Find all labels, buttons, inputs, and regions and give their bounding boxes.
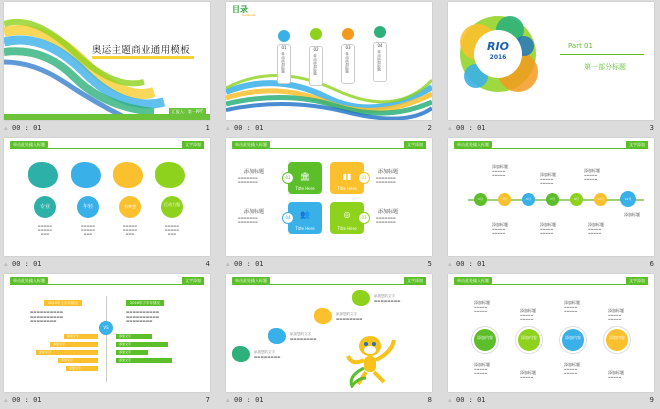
slide-header-tag: 文字添加 [626,277,648,284]
right-badge: 2016年下半年情况 [126,300,164,306]
slide-8-meta [222,394,436,407]
text-heading: 添加标题 [244,209,265,215]
trait-badge-2: 年轻 [77,196,99,218]
part-title: 第一部分标题 [584,63,626,71]
chart-icon: ▮▮ [342,172,352,181]
trait-desc: ▬▬▬▬▬ ▬▬▬▬▬ ▬▬▬ [122,224,138,236]
slide-time: 00 : 01 [12,260,42,268]
ring-text: ▬▬▬▬▬ [608,375,622,379]
slide-4-meta [0,258,214,271]
step-text: 添加您的文字 ▬▬▬▬▬▬▬▬ [290,332,317,341]
timeline-heading: 添加标题 [540,222,556,227]
trait-desc: ▬▬▬▬▬ ▬▬▬▬▬ ▬▬▬ [80,224,96,236]
slide-6-meta [444,258,658,271]
left-bar: 添加文字 [58,358,98,363]
paint-splash-icon [268,328,286,344]
right-body: ▬▬▬▬▬▬▬▬▬▬ ▬▬▬▬▬▬▬▬▬▬ ▬▬▬▬▬▬▬▬ [126,310,160,323]
tile-number: 01 [282,172,294,184]
slide-9-canvas[interactable] [448,274,654,392]
transition-star-icon: ☆ [226,125,230,132]
tile-number: 04 [282,212,294,224]
timeline-text: ▬▬▬▬▬ ▬▬▬▬▬ [540,227,554,235]
item-number: 01 [281,45,287,50]
contents-item-2[interactable] [309,46,323,86]
transition-star-icon: ☆ [4,397,8,404]
timeline-heading: 添加标题 [588,222,604,227]
header-rule [10,284,204,285]
left-badge: 2016年上半年情况 [44,300,82,306]
content-ring: 添加内容 [474,329,496,351]
right-bar: 添加文字 [116,350,148,355]
slide-number: 1 [205,124,210,132]
transition-star-icon: ☆ [226,397,230,404]
slide-header-tag: 文字添加 [182,141,204,148]
rio-logo-year: 2016 [489,54,507,61]
item-number: 04 [377,43,383,48]
slide-thumbnail-3[interactable] [444,0,658,136]
bank-icon: 🏛 [299,172,311,181]
slide-time: 00 : 01 [12,396,42,404]
header-rule [454,148,648,149]
slide-3-canvas[interactable] [448,2,654,120]
slide-header: 单击此处输入标题 [232,277,270,284]
tile-label: Title Here [295,226,315,231]
slide-5-meta [222,258,436,271]
slide-thumbnail-8[interactable] [222,272,436,408]
item-label: 单击添加标题 [281,52,286,73]
timeline-node: 7月 [546,193,559,206]
slide-number: 9 [649,396,654,404]
rio-splash-logo [448,2,654,120]
contents-item-3[interactable] [341,44,355,84]
slide-thumbnail-7[interactable] [0,272,214,408]
ring-text: ▬▬▬▬▬ ▬▬▬▬▬ [520,313,534,321]
text-heading: 添加标题 [378,169,399,175]
slide-time: 00 : 01 [234,124,264,132]
header-rule [232,148,426,149]
contents-title: 目录 [232,5,248,14]
transition-star-icon: ☆ [448,125,452,132]
right-bar: 添加文字 [116,342,168,347]
item-number: 03 [345,45,351,50]
trait-desc: ▬▬▬▬▬ ▬▬▬▬▬ ▬▬▬ [164,224,180,236]
tile-number: 02 [358,172,370,184]
camera-icon: ◎ [343,210,351,219]
paint-splash-icon [314,308,332,324]
slide-time: 00 : 01 [456,260,486,268]
slide-number: 8 [427,396,432,404]
ribbon-wave-art [226,2,432,120]
timeline-text: ▬▬▬▬▬ ▬▬▬▬▬ [540,177,554,185]
step-text: 添加您的文字 ▬▬▬▬▬▬▬▬ [336,312,363,321]
paint-splash-icon [352,290,370,306]
body-text: ▬▬▬▬▬▬▬ ▬▬▬▬▬▬▬ [238,176,258,184]
slide-thumbnail-6[interactable] [444,136,658,272]
title-underline [92,56,194,59]
compare-divider [106,296,107,382]
transition-star-icon: ☆ [448,397,452,404]
ring-heading: 添加标题 [520,308,536,313]
running-icon [71,162,101,188]
content-ring: 添加内容 [606,329,628,351]
timeline-heading: 添加标题 [492,222,508,227]
ring-heading: 添加标题 [608,370,624,375]
slide-header-tag: 文字添加 [626,141,648,148]
timeline-text: ▬▬▬▬▬ ▬▬▬▬▬ [492,227,506,235]
slide-time: 00 : 01 [234,260,264,268]
contents-item-1[interactable] [277,44,291,84]
slide-7-canvas[interactable] [4,274,210,392]
right-bar: 添加文字 [116,358,172,363]
part-divider [560,54,644,55]
step-text: 添加您的文字 ▬▬▬▬▬▬▬▬ [254,350,281,359]
slide-header-tag: 文字添加 [182,277,204,284]
ring-heading: 添加标题 [474,300,490,305]
body-text: ▬▬▬▬▬▬▬ ▬▬▬▬▬▬▬ [376,176,396,184]
trait-badge-3: 有梦想 [119,196,141,218]
transition-star-icon: ☆ [226,261,230,268]
slide-number: 7 [205,396,210,404]
slide-thumbnail-9[interactable] [444,272,658,408]
body-text: ▬▬▬▬▬▬▬ ▬▬▬▬▬▬▬ [376,216,396,224]
transition-star-icon: ☆ [4,125,8,132]
transition-star-icon: ☆ [448,261,452,268]
presenter-label: 汇报人：第一PPT [169,108,206,116]
trait-badge-1: 专业 [34,196,56,218]
slide-header-tag: 文字添加 [404,277,426,284]
slide-header: 单击此处输入标题 [454,277,492,284]
slide-number: 4 [205,260,210,268]
slide-header: 单击此处输入标题 [10,277,48,284]
timeline-text: ▬▬▬▬▬ ▬▬▬▬▬ [584,173,598,181]
step-heading: 添加您的文字 [336,312,357,316]
pingpong-icon [155,162,185,188]
slide-7-meta [0,394,214,407]
header-rule [454,284,648,285]
timeline-node: 11月 [594,193,607,206]
item-label: 单击添加标题 [345,52,350,73]
timeline-node: 1月 [474,193,487,206]
slide-5-canvas[interactable] [226,138,432,256]
slide-header-tag: 文字添加 [404,141,426,148]
timeline-heading: 添加标题 [624,212,640,217]
ring-heading: 添加标题 [564,362,580,367]
slide-number: 3 [649,124,654,132]
timeline-heading: 添加标题 [492,164,508,169]
slide-thumbnail-2[interactable] [222,0,436,136]
step-text: 添加您的文字 ▬▬▬▬▬▬▬▬ [374,294,401,303]
brush-strokes-art [4,2,210,120]
slide-6-canvas[interactable] [448,138,654,256]
slide-header: 单击此处输入标题 [454,141,492,148]
content-ring: 添加内容 [518,329,540,351]
step-heading: 添加您的文字 [254,350,275,354]
text-heading: 添加标题 [244,169,265,175]
timeline-heading: 添加标题 [540,172,556,177]
ring-text: ▬▬▬▬▬ [520,375,534,379]
slide-time: 00 : 01 [234,396,264,404]
ring-text: ▬▬▬▬▬ ▬▬▬▬▬ [564,305,578,313]
left-bar: 添加文字 [50,342,98,347]
slide-header: 单击此处输入标题 [232,141,270,148]
timeline-text: ▬▬▬▬▬ ▬▬▬▬▬ [588,227,602,235]
slide-time: 00 : 01 [456,396,486,404]
item-label: 单击添加标题 [377,50,382,71]
slide-thumbnail-1[interactable] [0,0,214,136]
ring-heading: 添加标题 [520,370,536,375]
slide-time: 00 : 01 [12,124,42,132]
item-number: 02 [313,47,319,52]
paint-splash-icon [232,346,250,362]
step-heading: 添加您的文字 [374,294,395,298]
timeline-node: 12月 [620,191,636,207]
ring-text: ▬▬▬▬▬ ▬▬▬▬▬ [474,367,488,375]
tile-label: Title Here [295,186,315,191]
tile-label: Title Here [337,226,357,231]
left-bar: 添加文字 [36,350,98,355]
item-label: 单击添加标题 [313,54,318,75]
trait-desc: ▬▬▬▬▬ ▬▬▬▬▬ ▬▬▬ [37,224,53,236]
ring-text: ▬▬▬▬▬ ▬▬▬▬▬ [564,367,578,375]
left-bar: 添加文字 [66,366,98,371]
body-text: ▬▬▬▬▬▬▬ ▬▬▬▬▬▬▬ [238,216,258,224]
text-heading: 添加标题 [378,209,399,215]
content-ring: 添加内容 [562,329,584,351]
ring-heading: 添加标题 [474,362,490,367]
slide-3-meta [444,122,658,135]
people-icon: 👥 [300,210,310,219]
tennis-icon [113,162,143,188]
slide-number: 2 [427,124,432,132]
part-number: Part 01 [568,42,593,50]
contents-item-4[interactable] [373,42,387,82]
slide-2-canvas[interactable] [226,2,432,120]
timeline-heading: 添加标题 [584,168,600,173]
left-bar: 添加文字 [64,334,98,339]
tile-number: 03 [358,212,370,224]
step-heading: 添加您的文字 [290,332,311,336]
timeline-node: 5月 [522,193,535,206]
slide-1-canvas[interactable] [4,2,210,120]
slide-number: 6 [649,260,654,268]
slide-number: 5 [427,260,432,268]
ring-text: ▬▬▬▬▬ ▬▬▬▬▬ [474,305,488,313]
contents-subtitle: Contents [242,13,256,17]
right-bar: 添加文字 [116,334,152,339]
vinicius-mascot-icon [344,332,404,388]
timeline-node: 3月 [498,193,511,206]
left-body: ▬▬▬▬▬▬▬▬▬▬ ▬▬▬▬▬▬▬▬▬▬ ▬▬▬▬▬▬▬▬ [30,310,64,323]
slide-thumbnail-4[interactable] [0,136,214,272]
slide-header: 单击此处输入标题 [10,141,48,148]
transition-star-icon: ☆ [4,261,8,268]
slide-thumbnail-5[interactable] [222,136,436,272]
slide-4-canvas[interactable] [4,138,210,256]
slide-8-canvas[interactable] [226,274,432,392]
rio-logo-text: RIO [487,40,509,53]
slide-time: 00 : 01 [456,124,486,132]
header-rule [10,148,204,149]
ring-heading: 添加标题 [564,300,580,305]
slide-1-meta [0,122,214,135]
tile-label: Title Here [337,186,357,191]
ring-heading: 添加标题 [608,308,624,313]
ring-text: ▬▬▬▬▬ ▬▬▬▬▬ [608,313,622,321]
slide-2-meta [222,122,436,135]
timeline-text: ▬▬▬▬▬ ▬▬▬▬▬ [492,169,506,177]
vs-badge: VS [99,321,113,335]
trait-badge-4: 行动力强 [161,196,183,218]
slide-9-meta [444,394,658,407]
cycling-icon [28,162,58,188]
slide-1-title: 奥运主题商业通用模板 [92,45,191,56]
timeline-node: 9月 [570,193,583,206]
header-rule [232,284,426,285]
